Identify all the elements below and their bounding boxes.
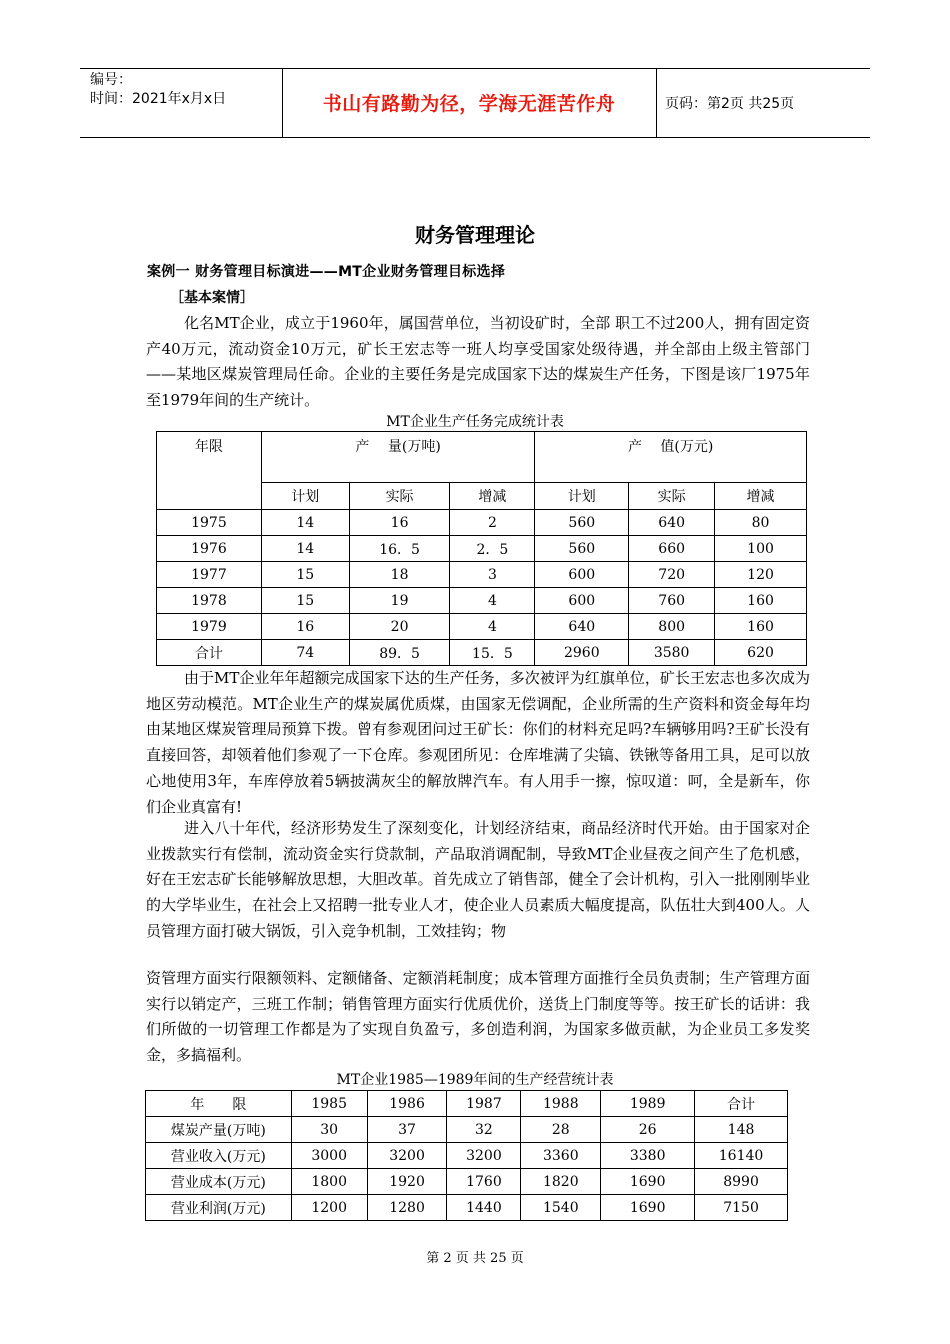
table-cell: 2960 [535, 640, 629, 666]
table-cell: 1200 [291, 1195, 367, 1221]
header-cell: 1988 [521, 1091, 601, 1117]
table-cell: 28 [521, 1117, 601, 1143]
table-row [146, 1117, 788, 1143]
table-cell: 营业收入(万元) [146, 1143, 292, 1169]
table-cell: 2 [450, 510, 535, 536]
page-header [80, 68, 870, 138]
header-cell: 1985 [291, 1091, 367, 1117]
table-row [146, 1169, 788, 1195]
table-cell: 600 [535, 562, 629, 588]
header-divider [656, 69, 657, 137]
table-cell: 1540 [521, 1195, 601, 1221]
header-motto: 书山有路勤为径，学海无涯苦作舟 [322, 93, 616, 115]
year-header: 年限 [157, 432, 262, 510]
table-cell: 1976 [157, 536, 262, 562]
table-cell: 37 [367, 1117, 447, 1143]
table-cell: 15．5 [450, 640, 535, 666]
table-cell: 1978 [157, 588, 262, 614]
table-cell: 营业成本(万元) [146, 1169, 292, 1195]
header-time: 时间：2021年x月x日 [90, 91, 227, 107]
table-cell: 3360 [521, 1143, 601, 1169]
table-cell: 3580 [629, 640, 715, 666]
table-cell: 32 [447, 1117, 521, 1143]
table-cell: 1690 [601, 1195, 695, 1221]
table-cell: 15 [261, 562, 349, 588]
header-number: 编号： [90, 72, 132, 88]
page-footer: 第 2 页 共 25 页 [426, 1251, 524, 1266]
table-cell: 16 [261, 614, 349, 640]
table-header-row [146, 1091, 788, 1117]
table-cell: 30 [291, 1117, 367, 1143]
header-cell: 1986 [367, 1091, 447, 1117]
table-row-total [157, 640, 807, 666]
table-cell: 148 [695, 1117, 788, 1143]
table-cell: 3200 [367, 1143, 447, 1169]
header-meta [90, 71, 226, 109]
table-cell: 营业利润(万元) [146, 1195, 292, 1221]
table-cell: 1280 [367, 1195, 447, 1221]
table-cell: 1760 [447, 1169, 521, 1195]
table-cell: 14 [261, 536, 349, 562]
table-cell: 100 [715, 536, 807, 562]
table-cell: 640 [629, 510, 715, 536]
table-cell: 15 [261, 588, 349, 614]
section-label: ［基本案情］ [170, 290, 254, 306]
table-cell: 660 [629, 536, 715, 562]
table-cell: 80 [715, 510, 807, 536]
table-cell: 560 [535, 510, 629, 536]
table1-caption: MT企业生产任务完成统计表 [386, 414, 564, 430]
sub-header: 计划 [261, 483, 349, 510]
table-cell: 600 [535, 588, 629, 614]
production-task-table [156, 431, 807, 666]
table-row [146, 1143, 788, 1169]
table-cell: 16140 [695, 1143, 788, 1169]
table-row [157, 588, 807, 614]
table-cell: 煤炭产量(万吨) [146, 1117, 292, 1143]
table-cell: 4 [450, 588, 535, 614]
header-cell: 年 限 [146, 1091, 292, 1117]
table-cell: 800 [629, 614, 715, 640]
sub-header: 计划 [535, 483, 629, 510]
table-cell: 560 [535, 536, 629, 562]
header-cell: 1989 [601, 1091, 695, 1117]
table-cell: 7150 [695, 1195, 788, 1221]
table-cell: 16．5 [349, 536, 450, 562]
sub-header: 实际 [629, 483, 715, 510]
table-cell: 1975 [157, 510, 262, 536]
table-cell: 720 [629, 562, 715, 588]
table-cell: 1977 [157, 562, 262, 588]
table-cell: 2．5 [450, 536, 535, 562]
table-row [146, 1195, 788, 1221]
table-cell: 26 [601, 1117, 695, 1143]
table-cell: 1440 [447, 1195, 521, 1221]
table-row [157, 614, 807, 640]
table-cell: 620 [715, 640, 807, 666]
table-cell: 74 [261, 640, 349, 666]
table-cell: 3380 [601, 1143, 695, 1169]
operating-stats-table [145, 1090, 788, 1221]
table-cell: 1690 [601, 1169, 695, 1195]
table-cell: 1820 [521, 1169, 601, 1195]
sub-header: 增减 [450, 483, 535, 510]
table-cell: 16 [349, 510, 450, 536]
table-cell: 合计 [157, 640, 262, 666]
table-cell: 3 [450, 562, 535, 588]
table-row [157, 536, 807, 562]
table-cell: 160 [715, 588, 807, 614]
table-cell: 14 [261, 510, 349, 536]
table-cell: 120 [715, 562, 807, 588]
paragraph-1: 化名MT企业，成立于1960年，属国营单位，当初设矿时，全部 职工不过200人，拥有固定资产40万元，流动资金10万元，矿长王宏志等一班人均享受国家处级待遇，并全部由上级主管部门 ——某地区煤炭管理局任命。企业的主要任务是完成国家下达的煤炭生产任务，下图是该厂1975年至1979年间的生产统计。 [146, 314, 810, 410]
header-cell: 合计 [695, 1091, 788, 1117]
table-cell: 8990 [695, 1169, 788, 1195]
table-cell: 1920 [367, 1169, 447, 1195]
value-group-header: 产 值(万元) [535, 432, 807, 483]
table-cell: 19 [349, 588, 450, 614]
case-title: 案例一 财务管理目标演进——MT企业财务管理目标选择 [147, 264, 506, 280]
table-cell: 20 [349, 614, 450, 640]
table-cell: 760 [629, 588, 715, 614]
table-cell: 4 [450, 614, 535, 640]
table-cell: 18 [349, 562, 450, 588]
table-cell: 1800 [291, 1169, 367, 1195]
table-cell: 3200 [447, 1143, 521, 1169]
paragraph-4: 资管理方面实行限额领料、定额储备、定额消耗制度；成本管理方面推行全员负责制；生产管理方面实行以销定产，三班工作制；销售管理方面实行优质优价，送货上门制度等等。按王矿长的话讲：我们所做的一切管理工作都是为了实现自负盈亏，多创造利润，为国家多做贡献，为企业员工多发奖金，多搞福利。 [146, 969, 810, 1065]
table-row [157, 510, 807, 536]
sub-header: 增减 [715, 483, 807, 510]
header-cell: 1987 [447, 1091, 521, 1117]
table-cell: 160 [715, 614, 807, 640]
table-cell: 3000 [291, 1143, 367, 1169]
sub-header: 实际 [349, 483, 450, 510]
table-row [157, 562, 807, 588]
header-page-info: 页码：第2页 共25页 [665, 96, 795, 112]
paragraph-3: 进入八十年代，经济形势发生了深刻变化，计划经济结束，商品经济时代开始。由于国家对企业拨款实行有偿制，流动资金实行贷款制，产品取消调配制，导致MT企业昼夜之间产生了危机感，好在王宏志矿长能够解放思想，大胆改革。首先成立了销售部，健全了会计机构，引入一批刚刚毕业的大学毕业生，在社会上又招聘一批专业人才，使企业人员素质大幅度提高，队伍壮大到400人。人员管理方面打破大锅饭，引入竞争机制，工效挂钩；物 [146, 819, 810, 940]
output-group-header: 产 量(万吨) [261, 432, 535, 483]
table-cell: 1979 [157, 614, 262, 640]
paragraph-2: 由于MT企业年年超额完成国家下达的生产任务，多次被评为红旗单位，矿长王宏志也多次成为地区劳动模范。MT企业生产的煤炭属优质煤，由国家无偿调配，企业所需的生产资料和资金每年均由某地区煤炭管理局预算下拨。曾有参观团问过王矿长：你们的材料充足吗?车辆够用吗?王矿长没有直接回答，却领着他们参观了一下仓库。参观团所见：仓库堆满了尖镐、铁锹等备用工具，足可以放心地使用3年，车库停放着5辆披满灰尘的解放牌汽车。有人用手一擦，惊叹道：呵，全是新车，你们企业真富有! [146, 669, 810, 816]
table-cell: 89．5 [349, 640, 450, 666]
table-cell: 640 [535, 614, 629, 640]
document-title: 财务管理理论 [415, 223, 535, 247]
table2-caption: MT企业1985—1989年间的生产经营统计表 [336, 1072, 614, 1088]
